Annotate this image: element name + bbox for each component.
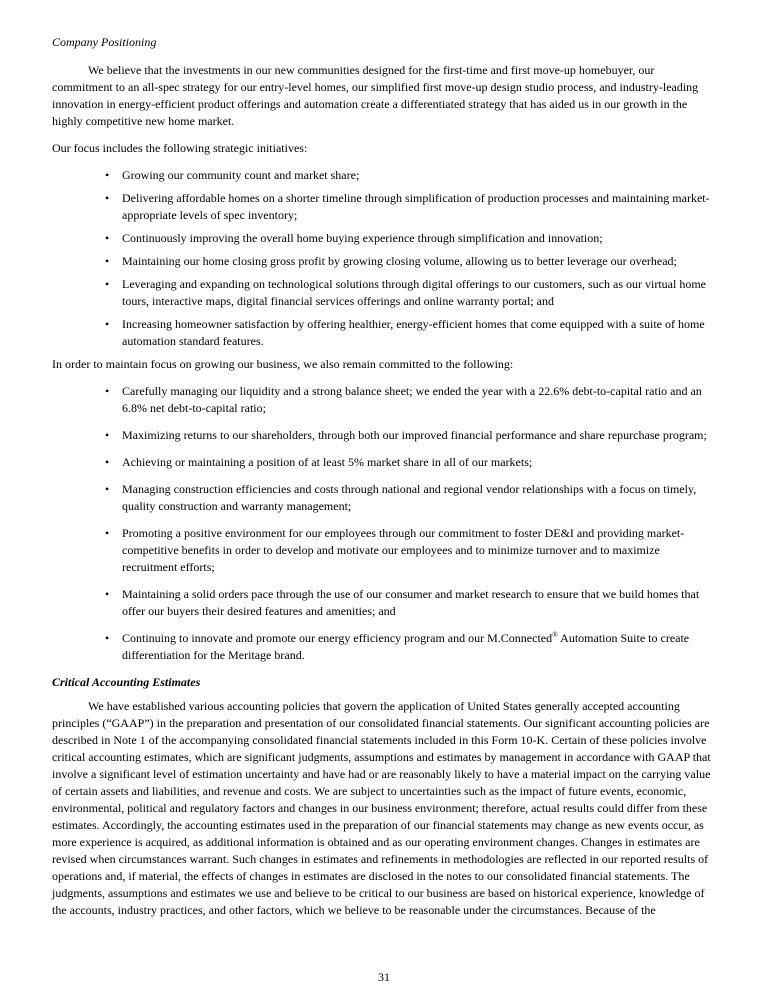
list-item xyxy=(52,586,716,620)
bullet-icon: • xyxy=(105,317,110,331)
list-item xyxy=(52,427,716,444)
bullet-icon: • xyxy=(105,455,110,469)
bullet-icon: • xyxy=(105,526,110,540)
list-item-text: Leveraging and expanding on technological solutions through digital offerings to our customers, such as our virtual home tours, interactive maps, digital financial services offerings and online warranty portal; and xyxy=(122,277,706,308)
list-item-text: Promoting a positive environment for our employees through our commitment to foster DE&I and providing market-competitive benefits in order to develop and motivate our employees and to minimize turnover and to maximize recruitment efforts; xyxy=(122,526,685,574)
list-item-text: Delivering affordable homes on a shorter timeline through simplification of production processes and maintaining market-appropriate levels of spec inventory; xyxy=(122,191,710,222)
list-item xyxy=(52,481,716,515)
list-item-text: Maintaining our home closing gross profit by growing closing volume, allowing us to better leverage our overhead; xyxy=(122,254,677,268)
registered-trademark-symbol: ® xyxy=(552,630,558,639)
list-item xyxy=(52,316,716,350)
list-item-text: Maintaining a solid orders pace through the use of our consumer and market research to ensure that we build homes that offer our buyers their desired features and amenities; and xyxy=(122,587,700,618)
commitments-list xyxy=(52,383,716,664)
list-item xyxy=(52,253,716,270)
list-item xyxy=(52,167,716,184)
page-footer xyxy=(0,969,768,986)
bullet-icon: • xyxy=(105,254,110,268)
bullet-icon: • xyxy=(105,384,110,398)
heading-company-positioning: Company Positioning xyxy=(52,35,157,49)
list-item xyxy=(52,190,716,224)
bullet-icon: • xyxy=(105,428,110,442)
bullet-icon: • xyxy=(105,631,110,645)
list-item-text: Growing our community count and market share; xyxy=(122,168,360,182)
list-item xyxy=(52,525,716,576)
list-item xyxy=(52,454,716,471)
paragraph-company-positioning: We believe that the investments in our new communities designed for the first-time and first move-up homebuyer, our commitment to an all-spec strategy for our entry-level homes, our simplified first move-up design studio process, and industry-leading innovation in energy-efficient product offerings and automation create a differentiated strategy that has aided us in our growth in the highly competitive new home market. xyxy=(52,63,699,128)
bullet-icon: • xyxy=(105,482,110,496)
strategic-initiatives-list xyxy=(52,167,716,350)
list-item-text: Carefully managing our liquidity and a strong balance sheet; we ended the year with a 22.6% debt-to-capital ratio and an 6.8% net debt-to-capital ratio; xyxy=(122,384,702,415)
bullet-icon: • xyxy=(105,168,110,182)
heading-critical-accounting-estimates: Critical Accounting Estimates xyxy=(52,675,201,689)
bullet-icon: • xyxy=(105,191,110,205)
list-item-text: Managing construction efficiencies and costs through national and regional vendor relationships with a focus on timely, quality construction and warranty management; xyxy=(122,482,697,513)
list-item-text: Achieving or maintaining a position of at least 5% market share in all of our markets; xyxy=(122,455,533,469)
list-item-text: Continuing to innovate and promote our energy efficiency program and our M.Connected xyxy=(122,631,553,645)
list-item xyxy=(52,630,716,664)
list-item-text: Increasing homeowner satisfaction by offering healthier, energy-efficient homes that come equipped with a suite of home automation standard features. xyxy=(122,317,705,348)
bullet-icon: • xyxy=(105,277,110,291)
paragraph-critical-accounting-estimates: We have established various accounting policies that govern the application of United States generally accepted accounting principles (“GAAP”) in the preparation and presentation of our consolidated financial statements. Our significant accounting policies are described in Note 1 of the accompanying consolidated financial statements included in this Form 10-K. Certain of these policies involve critical accounting estimates, which are significant judgments, assumptions and estimates by management in accordance with GAAP that involve a significant level of estimation uncertainty and have had or are reasonably likely to have a material impact on the carrying value of certain assets and liabilities, and revenue and costs. We are subject to uncertainties such as the impact of future events, economic, environmental, political and regulatory factors and changes in our business environment; therefore, actual results could differ from these estimates. Accordingly, the accounting estimates used in the preparation of our financial statements may change as new events occur, as more experience is acquired, as additional information is obtained and as our operating environment changes. Changes in estimates are revised when circumstances warrant. Such changes in estimates and refinements in methodologies are reflected in our reported results of operations and, if material, the effects of changes in estimates are disclosed in the notes to our consolidated financial statements. The judgments, assumptions and estimates we use and believe to be critical to our business are based on historical experience, knowledge of the accounts, industry practices, and other factors, which we believe to be reasonable under the circumstances. Because of the xyxy=(52,699,711,917)
list-item xyxy=(52,230,716,247)
paragraph-focus-intro: Our focus includes the following strategic initiatives: xyxy=(52,141,308,155)
page-number: 31 xyxy=(378,970,390,984)
paragraph-commit-intro: In order to maintain focus on growing our business, we also remain committed to the following: xyxy=(52,357,514,371)
list-item-text: Maximizing returns to our shareholders, through both our improved financial performance and share repurchase program; xyxy=(122,428,707,442)
list-item-text: Automation Suite to create differentiation for the Meritage brand. xyxy=(122,631,690,662)
list-item xyxy=(52,276,716,310)
bullet-icon: • xyxy=(105,587,110,601)
list-item xyxy=(52,383,716,417)
bullet-icon: • xyxy=(105,231,110,245)
list-item-text: Continuously improving the overall home buying experience through simplification and innovation; xyxy=(122,231,603,245)
